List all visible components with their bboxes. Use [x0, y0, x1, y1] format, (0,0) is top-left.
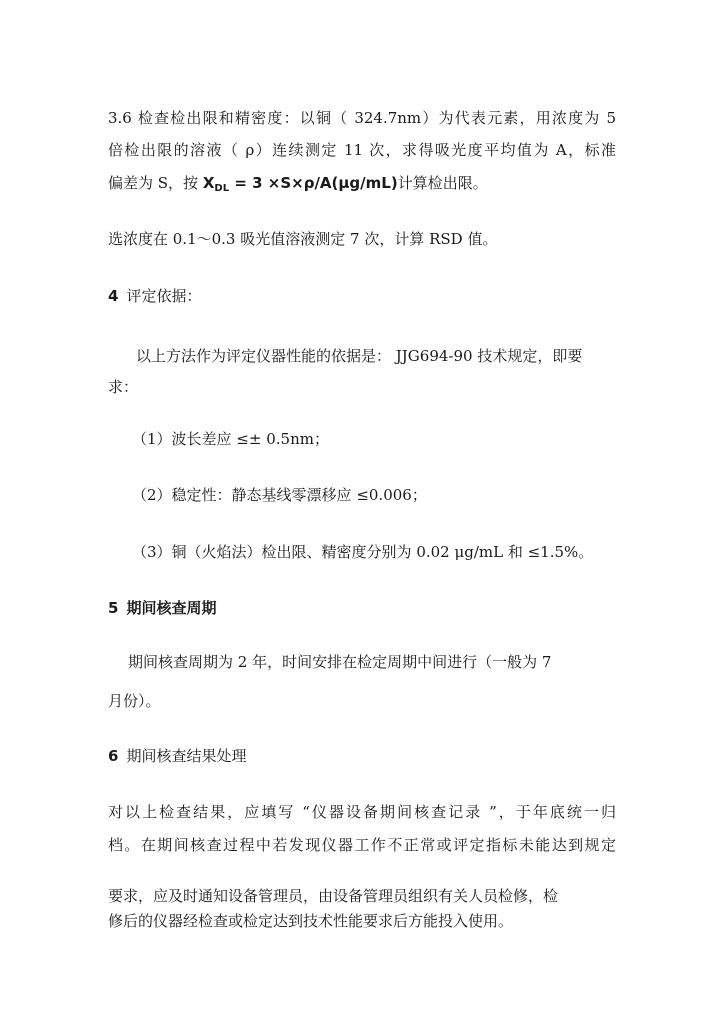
sec6-line1: 对以上检查结果，应填写 “仪器设备期间核查记录 ”，于年底统一归: [108, 803, 616, 821]
detection-limit-formula: [203, 174, 398, 192]
sec6-line2: 档。在期间核查过程中若发现仪器工作不正常或评定指标未能达到规定: [108, 836, 616, 854]
section-6-title: 期间核查结果处理: [126, 747, 247, 765]
section-4-title: 评定依据：: [126, 287, 202, 305]
sec36-line3-post: 计算检出限。: [397, 174, 488, 192]
formula-sub: DL: [214, 183, 230, 194]
sec4-item3: （3）铜（火焰法）检出限、精密度分别为 0.02 μg/mL 和 ≤1.5%。: [132, 543, 594, 561]
sec36-line4: 选浓度在 0.1～0.3 吸光值溶液测定 7 次，计算 RSD 值。: [108, 230, 498, 248]
sec4-intro-line2: 求：: [108, 378, 139, 396]
section-5-title: 期间核查周期: [126, 599, 217, 617]
sec5-line2: 月份）。: [108, 692, 161, 710]
sec36-line2: 倍检出限的溶液（ ρ）连续测定 11 次，求得吸光度平均值为 A，标准: [108, 141, 616, 159]
sec4-item2: （2）稳定性：静态基线零漂移应 ≤0.006；: [132, 486, 427, 504]
section-5-number: 5: [108, 599, 119, 617]
section-6-heading: [108, 745, 616, 767]
sec6-line3: 要求，应及时通知设备管理员，由设备管理员组织有关人员检修，检: [108, 887, 559, 905]
section-4-number: 4: [108, 287, 119, 305]
sec4-item1: （1）波长差应 ≤± 0.5nm；: [132, 430, 329, 448]
formula-x: X: [202, 174, 215, 192]
sec36-line3-pre: 偏差为 S，按: [108, 174, 203, 192]
sec5-line1: 期间核查周期为 2 年，时间安排在检定周期中间进行（一般为 7: [128, 653, 552, 671]
formula-rest: = 3 ×S×ρ/A(μg/mL): [229, 174, 398, 192]
section-4-heading: [108, 285, 616, 307]
sec6-line4: 修后的仪器经检查或检定达到技术性能要求后方能投入使用。: [108, 912, 514, 930]
sec4-intro-line1: 以上方法作为评定仪器性能的依据是： JJG694-90 技术规定，即要: [136, 347, 583, 365]
sec36-line3: [108, 172, 616, 200]
section-6-number: 6: [108, 747, 119, 765]
sec36-line1: 3.6 检查检出限和精密度：以铜（ 324.7nm）为代表元素，用浓度为 5: [108, 109, 616, 127]
section-5-heading: [108, 597, 616, 619]
